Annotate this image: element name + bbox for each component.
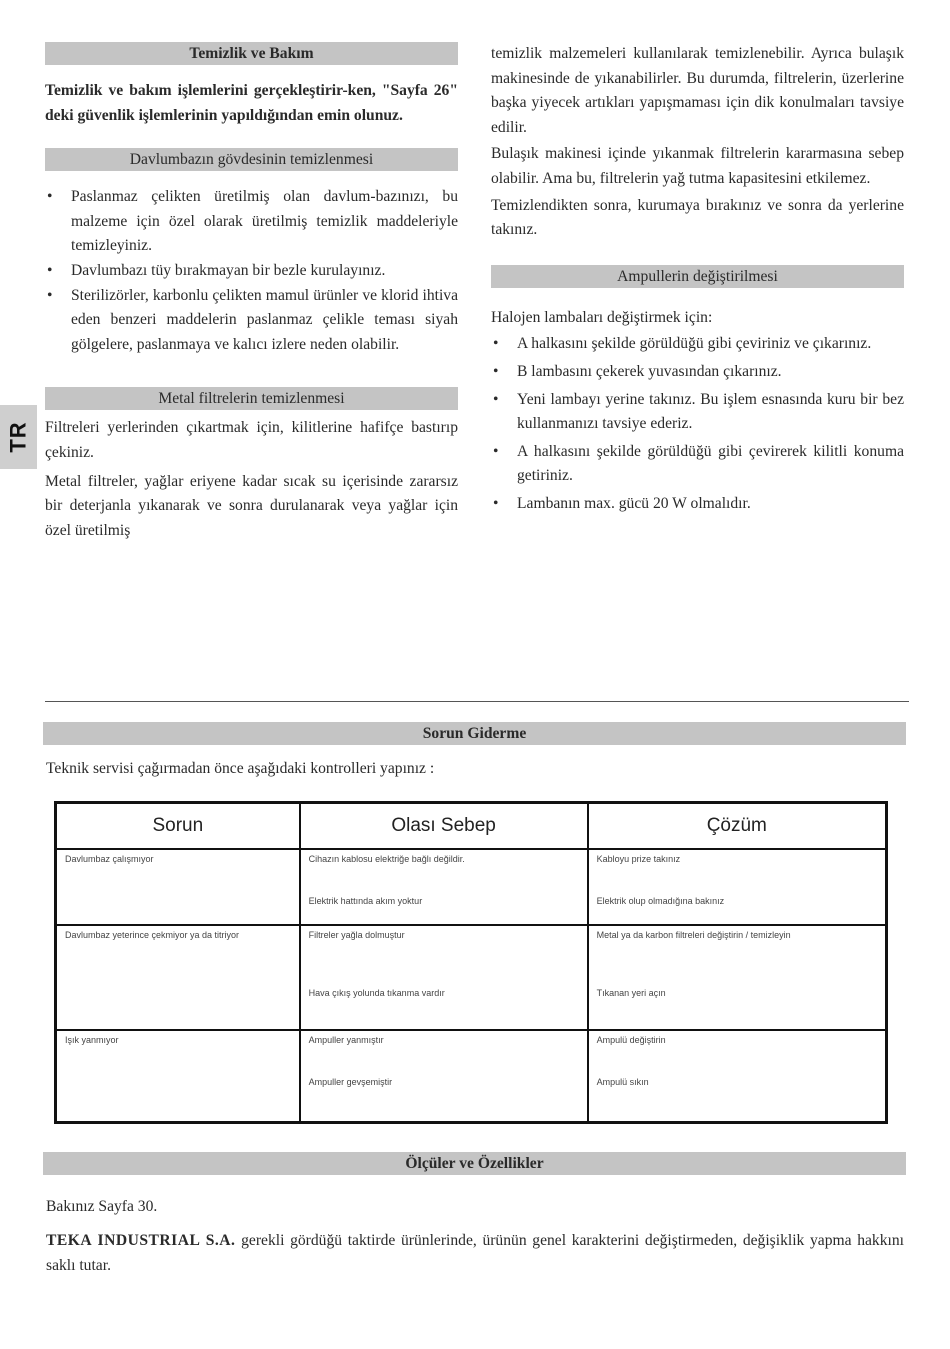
problem-text: Davlumbaz çalışmıyor — [65, 854, 154, 864]
table-row — [56, 925, 887, 1030]
cause-cell — [300, 925, 588, 1030]
solution-cell — [588, 1030, 887, 1122]
section-divider — [45, 701, 909, 702]
heading-dimensions-specs: Ölçüler ve Özellikler — [43, 1152, 906, 1175]
see-page-note: Bakınız Sayfa 30. — [46, 1198, 158, 1215]
filters-paragraph: Filtreleri yerlerinden çıkartmak için, kilitlerine hafifçe bastırıp çekiniz. — [45, 419, 458, 461]
brand-name: TEKA INDUSTRIAL S.A. — [46, 1232, 236, 1249]
table-row — [56, 849, 887, 925]
solution-text: Ampulü sıkın — [596, 1077, 649, 1087]
table-header-row — [56, 803, 887, 850]
manufacturer-disclaimer — [46, 1229, 904, 1278]
problem-text: Işık yanmıyor — [65, 1035, 119, 1045]
solution-cell — [588, 849, 887, 925]
troubleshooting-intro: Teknik servisi çağırmadan önce aşağıdaki kontrolleri yapınız : — [46, 760, 435, 777]
filters-paragraph: Metal filtreler, yağlar eriyene kadar sıcak su içerisinde zararsız bir deterjanla yıkanarak ve sonra durulanarak veya yağlar için özel üretilmiş — [45, 472, 458, 539]
list-item: • Sterilizörler, karbonlu çelikten mamul ürünler ve klorid ihtiva eden benzeri maddelerin paslanmaz çelikle teması siyah gölgelere, paslanmaya ve kalıcı izlere neden olabilir. — [45, 284, 458, 358]
troubleshooting-table — [54, 801, 888, 1124]
solution-text: Metal ya da karbon filtreleri değiştirin / temizleyin — [596, 930, 791, 940]
heading-bulb-replacement: Ampullerin değiştirilmesi — [491, 265, 904, 288]
filters-continued-paragraph: Temizlendikten sonra, kurumaya bırakınız ve sonra da yerlerine takınız. — [491, 196, 904, 239]
disclaimer-text: gerekli gördüğü taktirde ürünlerinde, ürünün genel karakterini değiştirmeden, değişiklik yapma hakkını saklı tutar. — [46, 1232, 904, 1274]
problem-text: Davlumbaz yeterince çekmiyor ya da titriyor — [65, 930, 240, 940]
solution-cell — [588, 925, 887, 1030]
solution-text: Tıkanan yeri açın — [596, 988, 666, 998]
cause-text: Cihazın kablosu elektriğe bağlı değildir. — [308, 854, 465, 864]
left-column — [45, 42, 458, 543]
solution-text: Kabloyu prize takınız — [596, 854, 681, 864]
body-cleaning-list — [45, 185, 458, 357]
list-item: • Yeni lambayı yerine takınız. Bu işlem esnasında kuru bir bez kullanmanızı tavsiye ederiz. — [491, 388, 904, 437]
solution-text: Elektrik olup olmadığına bakınız — [596, 896, 725, 906]
column-header: Sorun — [56, 803, 300, 850]
safety-notice: Temizlik ve bakım işlemlerini gerçekleştirir-ken, "Sayfa 26" deki güvenlik işlemlerinin yapıldığından emin olunuz. — [45, 82, 458, 124]
list-item: • Davlumbazı tüy bırakmayan bir bezle kurulayınız. — [45, 259, 458, 284]
heading-cleaning-maintenance: Temizlik ve Bakım — [45, 42, 458, 65]
solution-text: Ampulü değiştirin — [596, 1035, 666, 1045]
list-item: • Paslanmaz çelikten üretilmiş olan davlum-bazınızı, bu malzeme için özel olarak üretilmiş temizlik maddeleriyle temizleyiniz. — [45, 185, 458, 259]
bulbs-list — [491, 332, 904, 516]
cause-text: Hava çıkış yolunda tıkanma vardır — [308, 988, 445, 998]
cause-cell — [300, 849, 588, 925]
right-column — [491, 42, 904, 517]
bulbs-intro: Halojen lambaları değiştirmek için: — [491, 308, 713, 326]
column-header: Çözüm — [588, 803, 887, 850]
heading-metal-filters: Metal filtrelerin temizlenmesi — [45, 387, 458, 410]
cause-cell — [300, 1030, 588, 1122]
filters-continued-paragraph: Bulaşık makinesi içinde yıkanmak filtrelerin kararmasına sebep olabilir. Ama bu, filtrelerin yağ tutma kapasitesini etkilemez. — [491, 145, 904, 187]
problem-cell — [56, 849, 300, 925]
heading-troubleshooting: Sorun Giderme — [43, 722, 906, 745]
filters-continued-paragraph: temizlik malzemeleri kullanılarak temizlenebilir. Ayrıca bulaşık makinesinde de yıkanabilirler. Bu durumda, filtrelerin, üzerlerine başka yiyecek artıkları yapışmaması için dik konulmaları tavsiye edilir. — [491, 45, 904, 136]
language-tab-label: TR — [5, 421, 31, 453]
list-item: • B lambasını çekerek yuvasından çıkarınız. — [491, 360, 904, 385]
cause-text: Filtreler yağla dolmuştur — [308, 930, 405, 940]
cause-text: Ampuller gevşemiştir — [308, 1077, 393, 1087]
column-header: Olası Sebep — [300, 803, 588, 850]
table-row — [56, 1030, 887, 1122]
problem-cell — [56, 1030, 300, 1122]
heading-body-cleaning: Davlumbazın gövdesinin temizlenmesi — [45, 148, 458, 171]
list-item: • Lambanın max. gücü 20 W olmalıdır. — [491, 492, 904, 517]
list-item: • A halkasını şekilde görüldüğü gibi çeviriniz ve çıkarınız. — [491, 332, 904, 357]
language-tab — [0, 405, 37, 469]
cause-text: Ampuller yanmıştır — [308, 1035, 384, 1045]
problem-cell — [56, 925, 300, 1030]
cause-text: Elektrik hattında akım yoktur — [308, 896, 423, 906]
list-item: • A halkasını şekilde görüldüğü gibi çevirerek kilitli konuma getiriniz. — [491, 440, 904, 489]
